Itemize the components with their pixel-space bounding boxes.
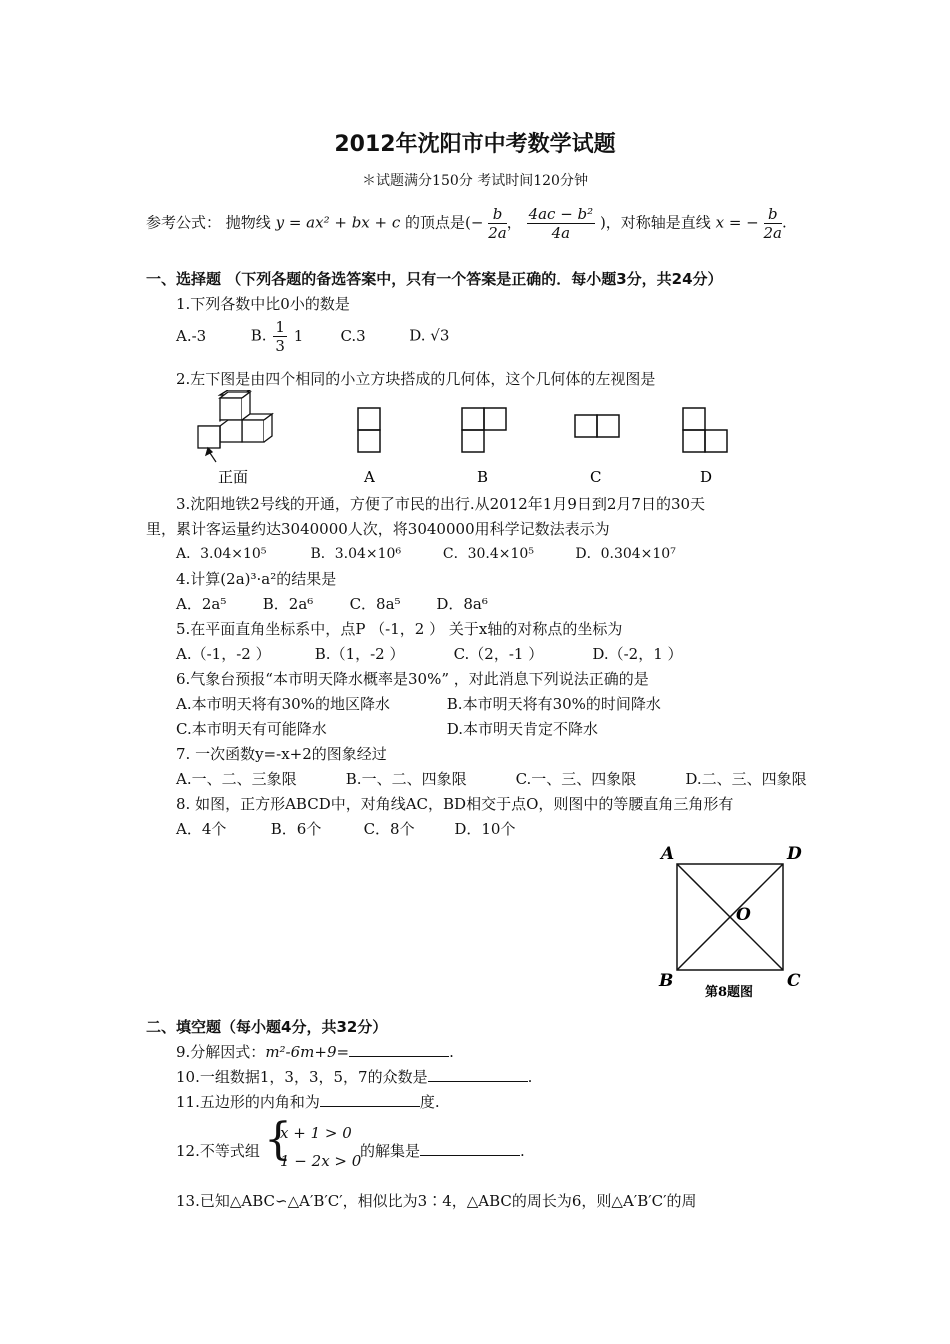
q7-stem: 7. 一次函数y=-x+2的图象经过: [176, 745, 387, 763]
q4-option-a: A．2a⁵: [176, 595, 227, 613]
formula-frac3: [764, 205, 783, 242]
q3-option-c: C．30.4×10⁵: [442, 546, 534, 562]
q1-option-c: C.3: [340, 326, 366, 345]
q9-prefix: 9.分解因式：: [176, 1043, 266, 1061]
q1-option-d: D. √3: [409, 326, 450, 345]
q5-option-b: B.（1，-2 ）: [314, 645, 405, 663]
q3-line2: 里，累计客运量约达3040000人次，将3040000用科学记数法表示为: [146, 520, 610, 538]
q8-option-c: C．8个: [363, 820, 415, 838]
section1-heading: 一、选择题 （下列各题的备选答案中，只有一个答案是正确的．每小题3分，共24分）: [146, 270, 723, 288]
q13: 13.已知△ABC∽△A′B′C′，相似比为3∶4，△ABC的周长为6，则△A′B′C′的周: [176, 1192, 697, 1210]
q4-option-b: B．2a⁶: [262, 595, 314, 613]
q8-stem: 8. 如图，正方形ABCD中，对角线AC，BD相交于点O，则图中的等腰直角三角形有: [176, 795, 734, 813]
q2-stem: 2.左下图是由四个相同的小立方块搭成的几何体，这个几何体的左视图是: [176, 370, 656, 388]
q1-option-b-prefix: B.: [250, 326, 267, 345]
q8-options: [176, 818, 515, 839]
q11: [176, 1091, 440, 1112]
q2-option-b-figure: [462, 408, 506, 452]
formula-text2: 的顶点是(: [405, 213, 471, 232]
q11-text: 11.五边形的内角和为: [176, 1093, 320, 1111]
q9-end: .: [449, 1043, 454, 1061]
q7-option-d: D.二、三、四象限: [685, 770, 807, 788]
formula-text3: )，对称轴是直线: [599, 213, 711, 232]
q3-option-a: A．3.04×10⁵: [176, 546, 267, 562]
cube-solid-figure: [198, 390, 272, 462]
q8-option-d: D．10个: [454, 820, 516, 838]
q6-option-c: C.本市明天有可能降水: [176, 720, 327, 738]
q2-option-d-figure: [683, 408, 727, 452]
q11-end: 度.: [419, 1093, 440, 1111]
formula-frac1: [488, 205, 507, 242]
q5-options: [176, 643, 683, 664]
q12-ineq1: x + 1 > 0: [280, 1124, 352, 1142]
q2-label-b: B: [477, 468, 489, 486]
label-c: C: [787, 971, 801, 991]
q1-stem: 1.下列各数中比0小的数是: [176, 295, 350, 313]
frac3-den: 2a: [763, 224, 783, 242]
q1-options: [176, 318, 449, 355]
q4-option-c: C．8a⁵: [349, 595, 401, 613]
frac2-num: 4ac − b²: [528, 205, 594, 223]
q12-tail: [360, 1140, 525, 1161]
q8-square-figure: [655, 840, 815, 1005]
q6-options-row1: [176, 693, 661, 714]
q12-prefix: 12.不等式组: [176, 1142, 260, 1160]
formula-frac2: [527, 205, 596, 242]
q10-end: .: [527, 1068, 533, 1086]
q3-options: [176, 543, 676, 563]
q6-option-b: B.本市明天将有30%的时间降水: [446, 695, 661, 713]
q10: [176, 1066, 532, 1087]
q1-option-b-suffix: 1: [293, 326, 304, 345]
q12-ineq2: 1 − 2x > 0: [280, 1152, 362, 1170]
q8-caption: 第8题图: [705, 985, 754, 1000]
formula-neg: −: [470, 213, 484, 232]
q3-option-b: B．3.04×10⁶: [310, 546, 402, 562]
formula-prefix: 参考公式：: [146, 213, 222, 232]
q1-option-a: A.-3: [176, 326, 207, 345]
q10-text: 10.一组数据1，3，3，5，7的众数是: [176, 1068, 428, 1086]
q7-options: [176, 768, 807, 789]
label-a: A: [661, 844, 675, 864]
q2-label-c: C: [590, 468, 602, 486]
frac1-num: b: [488, 205, 507, 224]
q12-mid: 的解集是: [360, 1142, 421, 1160]
section2-heading: 二、填空题（每小题4分，共32分）: [146, 1018, 388, 1036]
q2-label-d: D: [700, 468, 713, 486]
q6-option-a: A.本市明天将有30%的地区降水: [176, 695, 390, 713]
q2-label-a: A: [364, 468, 375, 486]
q12-end: .: [520, 1142, 525, 1160]
frac1-den: 2a: [488, 224, 507, 242]
label-o: O: [736, 905, 751, 925]
q4-option-d: D．8a⁶: [436, 595, 488, 613]
q3-option-d: D．0.304×10⁷: [575, 546, 676, 562]
q3-line1: 3.沈阳地铁2号线的开通，方便了市民的出行.从2012年1月9日到2月7日的30天: [176, 495, 706, 513]
q2-label-front: 正面: [218, 468, 249, 486]
page-title: 2012年沈阳市中考数学试题: [334, 132, 616, 157]
q9: [176, 1041, 454, 1062]
q5-stem: 5.在平面直角坐标系中，点P （-1，2 ） 关于x轴的对称点的坐标为: [176, 620, 623, 638]
q9-expr: m²-6m+9=: [265, 1043, 350, 1061]
q8-option-a: A．4个: [176, 820, 227, 838]
q2-figures: [190, 390, 750, 490]
brace-icon: {: [264, 1114, 292, 1165]
label-d: D: [787, 844, 802, 864]
q5-option-d: D.（-2，1 ）: [592, 645, 683, 663]
formula-x-eq: x = −: [715, 213, 759, 232]
q6-option-d: D.本市明天肯定不降水: [446, 720, 599, 738]
formula-text1: 抛物线: [225, 213, 271, 232]
q5-option-c: C.（2，-1 ）: [453, 645, 544, 663]
page-subtitle: ＊试题满分150分 考试时间120分钟: [362, 173, 588, 189]
label-b: B: [659, 971, 674, 991]
q2-option-a-figure: [358, 408, 380, 452]
q5-option-a: A.（-1，-2 ）: [176, 645, 271, 663]
q9-blank: [349, 1042, 449, 1057]
reference-formula: [146, 205, 787, 242]
formula-end: .: [782, 213, 787, 232]
frac2-den: 4a: [551, 224, 571, 242]
formula-comma: ，: [506, 213, 522, 232]
q7-option-c: C.一、三、四象限: [515, 770, 637, 788]
formula-equation: y = ax² + bx + c: [275, 213, 401, 232]
q4-stem: 4.计算(2a)³·a²的结果是: [176, 570, 337, 588]
q2-option-c-figure: [575, 415, 619, 437]
q11-blank: [320, 1092, 420, 1107]
q12-blank: [420, 1141, 520, 1156]
q6-stem: 6.气象台预报“本市明天降水概率是30%” ，对此消息下列说法正确的是: [176, 670, 649, 688]
q4-options: [176, 593, 488, 614]
q7-option-b: B.一、二、四象限: [345, 770, 467, 788]
q10-blank: [428, 1067, 528, 1082]
q6-options-row2: [176, 718, 598, 739]
q8-option-b: B．6个: [270, 820, 322, 838]
q1-option-b-frac: $\frac{1}{3}$: [275, 318, 285, 355]
frac3-num: b: [764, 205, 783, 224]
q7-option-a: A.一、二、三象限: [176, 770, 297, 788]
